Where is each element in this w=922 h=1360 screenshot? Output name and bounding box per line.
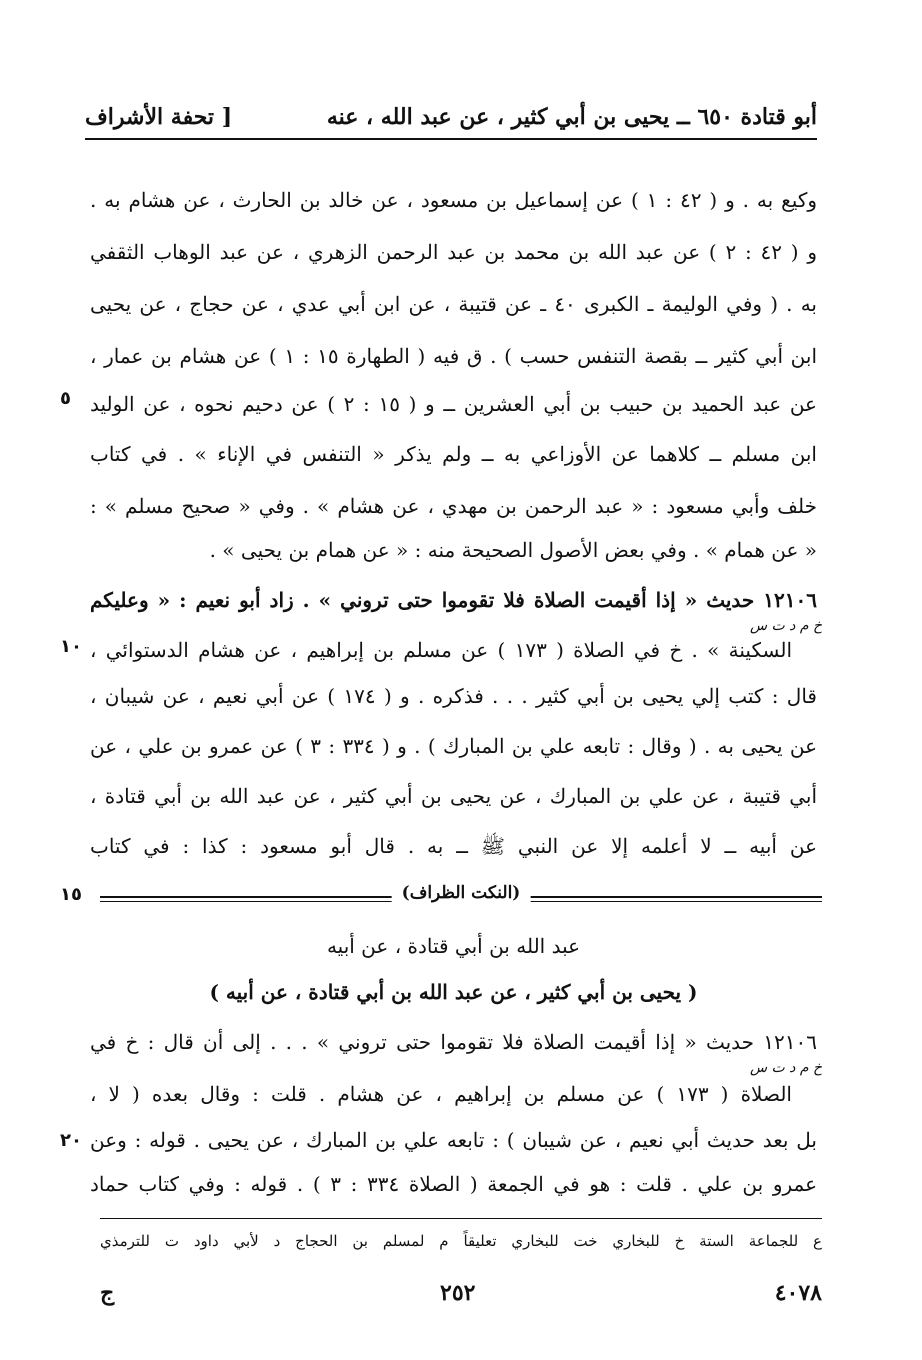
body-line: عن عبد الحميد بن حبيب بن أبي العشرين ــ و ( ١٥ : ٢ ) عن دحيم نحوه ، عن الوليد bbox=[90, 392, 817, 416]
divider-label: (النكت الظراف) bbox=[392, 883, 531, 903]
body-line: قال : كتب إلي يحيى بن أبي كثير . . . فذكره . و ( ١٧٤ ) عن أبي نعيم ، عن شيبان ، bbox=[90, 684, 817, 708]
footnote-rule bbox=[100, 1218, 822, 1219]
abbreviations-footnote: ع للجماعة الستة خ للبخاري خت للبخاري تعليقاً م لمسلم بن الحجاج د لأبي داود ت للترمذي bbox=[100, 1232, 822, 1250]
body-line: أبي قتيبة ، عن علي بن المبارك ، عن يحيى بن أبي كثير ، عن عبد الله بن أبي قتادة ، bbox=[90, 784, 817, 808]
line-number-15: ١٥ bbox=[60, 884, 82, 905]
body-line: و ( ٤٢ : ٢ ) عن عبد الله بن محمد بن عبد الرحمن الزهري ، عن عبد الوهاب الثقفي bbox=[90, 240, 817, 264]
nukat-line: ١٢١٠٦ حديث « إذا أقيمت الصلاة فلا تقوموا حتى تروني » . . . إلى أن قال : خ في bbox=[90, 1030, 817, 1054]
section-divider bbox=[100, 883, 822, 907]
book-title: [ تحفة الأشراف bbox=[85, 104, 233, 130]
hadith-line: ١٢١٠٦ حديث « إذا أقيمت الصلاة فلا تقوموا حتى تروني » . زاد أبو نعيم : « وعليكم bbox=[90, 588, 817, 612]
body-line: وكيع به . و ( ٤٢ : ١ ) عن إسماعيل بن مسعود ، عن خالد بن الحارث ، عن هشام به . bbox=[90, 188, 817, 212]
body-line: عن يحيى به . ( وقال : تابعه علي بن المبارك ) . و ( ٣٣٤ : ٣ ) عن عمرو بن علي ، عن bbox=[90, 734, 817, 758]
header-rule bbox=[85, 138, 817, 140]
body-line: خلف وأبي مسعود : « عبد الرحمن بن مهدي ، عن هشام » . وفي « صحيح مسلم » : bbox=[90, 494, 817, 518]
section-subheading: ( يحيى بن أبي كثير ، عن عبد الله بن أبي قتادة ، عن أبيه ) bbox=[209, 980, 698, 1004]
nukat-line: عمرو بن علي . قلت : هو في الجمعة ( الصلاة ٣٣٤ : ٣ ) . قوله : وفي كتاب حماد bbox=[90, 1172, 817, 1196]
item-number: ٤٠٧٨ bbox=[774, 1280, 822, 1306]
line-number-10: ١٠ bbox=[60, 636, 82, 657]
body-line: به . ( وفي الوليمة ـ الكبرى ٤٠ ـ عن قتيبة ، عن ابن أبي عدي ، عن حجاج ، عن يحيى bbox=[90, 292, 817, 316]
body-line: السكينة » . خ في الصلاة ( ١٧٣ ) عن مسلم بن إبراهيم ، عن هشام الدستوائي ، bbox=[90, 638, 792, 662]
section-heading: عبد الله بن أبي قتادة ، عن أبيه bbox=[326, 934, 581, 958]
page-header bbox=[85, 100, 817, 134]
page-number: ٢٥٢ bbox=[440, 1280, 476, 1306]
running-title: أبو قتادة ٦٥٠ ــ يحيى بن أبي كثير ، عن عبد الله ، عنه bbox=[326, 104, 817, 130]
body-line: ابن مسلم ــ كلاهما عن الأوزاعي به ــ ولم يذكر « التنفس في الإناء » . في كتاب bbox=[90, 442, 817, 466]
body-line: عن أبيه ــ لا أعلمه إلا عن النبي ﷺ ــ به . قال أبو مسعود : كذا : في كتاب bbox=[90, 834, 817, 858]
volume-letter: ج bbox=[100, 1280, 115, 1306]
body-line: ابن أبي كثير ــ بقصة التنفس حسب ) . ق فيه ( الطهارة ١٥ : ١ ) عن هشام بن عمار ، bbox=[90, 344, 817, 368]
body-line: « عن همام » . وفي بعض الأصول الصحيحة منه : « عن همام بن يحيى » . bbox=[209, 538, 817, 562]
nukat-line: بل بعد حديث أبي نعيم ، عن شيبان ) : تابعه علي بن المبارك ، عن يحيى . قوله : وعن bbox=[90, 1128, 817, 1152]
line-number-20: ٢٠ bbox=[60, 1130, 82, 1151]
nukat-line: الصلاة ( ١٧٣ ) عن مسلم بن إبراهيم ، عن هشام . قلت : وقال بعده ( لا ، bbox=[90, 1082, 792, 1106]
sigla: خ م د ت س bbox=[749, 618, 822, 634]
line-number-5: ٥ bbox=[60, 388, 71, 409]
sigla: خ م د ت س bbox=[749, 1060, 822, 1076]
